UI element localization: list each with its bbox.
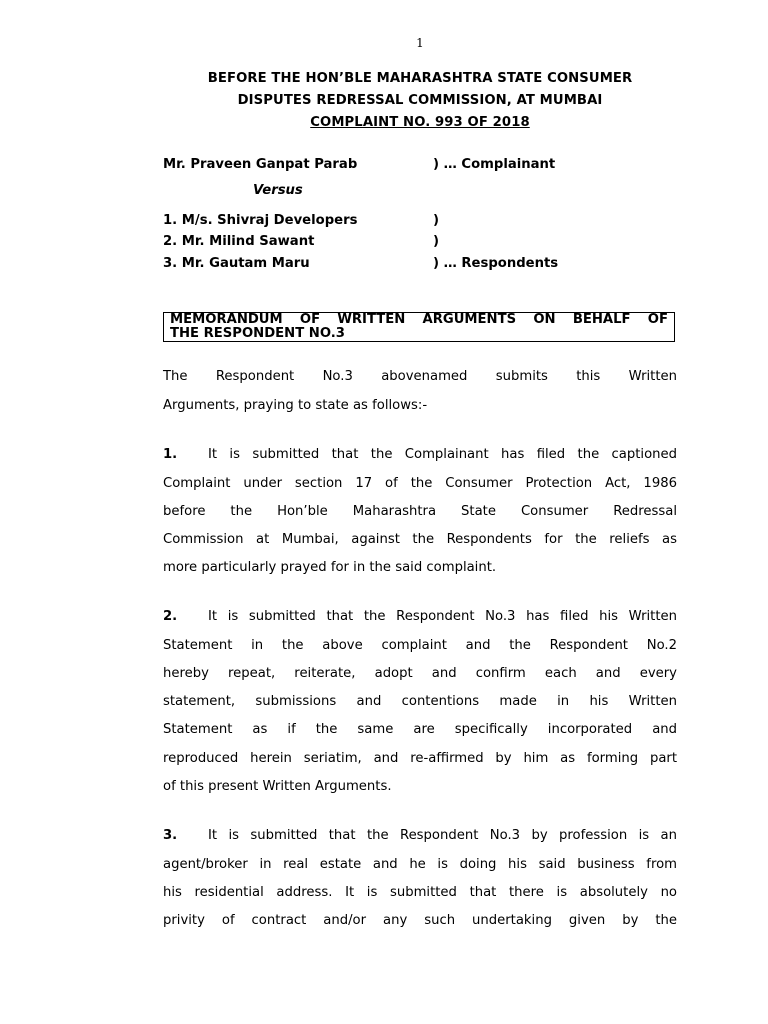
paragraph-text: It is submitted that the Complainant has filed the captioned: [208, 447, 677, 462]
paragraph-2-first-line: [163, 608, 677, 626]
paragraph-number: 1.: [163, 447, 178, 462]
complainant-role: ) … Complainant: [433, 157, 556, 172]
paragraph-number: 3.: [163, 828, 178, 843]
paragraph-1-line: Complaint under section 17 of the Consumer Protection Act, 1986: [163, 476, 677, 491]
respondent-1-role: ): [433, 213, 440, 228]
paragraph-2-line: hereby repeat, reiterate, adopt and confirm each and every: [163, 666, 677, 681]
paragraph-1-line: before the Hon’ble Maharashtra State Consumer Redressal: [163, 504, 677, 519]
heading-line-2: DISPUTES REDRESSAL COMMISSION, AT MUMBAI: [237, 93, 603, 108]
memorandum-title-line-2: THE RESPONDENT NO.3: [170, 326, 345, 341]
paragraph-2-line: Statement as if the same are specifically incorporated and: [163, 722, 677, 737]
respondent-1-name: 1. M/s. Shivraj Developers: [163, 213, 358, 228]
memorandum-title-line-1: MEMORANDUM OF WRITTEN ARGUMENTS ON BEHALF OF: [170, 312, 668, 327]
paragraph-1-line: Commission at Mumbai, against the Respondents for the reliefs as: [163, 532, 677, 547]
paragraph-2-line: of this present Written Arguments.: [163, 779, 392, 794]
paragraph-3-line: privity of contract and/or any such undertaking given by the: [163, 913, 677, 928]
versus-label: Versus: [253, 183, 303, 198]
paragraph-3-first-line: [163, 827, 677, 845]
respondent-3-name: 3. Mr. Gautam Maru: [163, 256, 310, 271]
page-number: 1: [416, 36, 424, 50]
complaint-number: COMPLAINT NO. 993 OF 2018: [310, 115, 530, 130]
paragraph-2-line: reproduced herein seriatim, and re-affirmed by him as forming part: [163, 751, 677, 766]
paragraph-1-line: more particularly prayed for in the said complaint.: [163, 560, 497, 575]
paragraph-text: It is submitted that the Respondent No.3 has filed his Written: [208, 609, 677, 624]
paragraph-text: It is submitted that the Respondent No.3 by profession is an: [208, 828, 677, 843]
complainant-name: Mr. Praveen Ganpat Parab: [163, 157, 358, 172]
paragraph-3-line: agent/broker in real estate and he is doing his said business from: [163, 857, 677, 872]
paragraph-1-first-line: [163, 446, 677, 464]
paragraph-2-line: Statement in the above complaint and the Respondent No.2: [163, 638, 677, 653]
paragraph-number: 2.: [163, 609, 178, 624]
memorandum-title-box: [163, 312, 675, 342]
respondent-2-role: ): [433, 234, 440, 249]
paragraph-3-line: his residential address. It is submitted that there is absolutely no: [163, 885, 677, 900]
intro-line: Arguments, praying to state as follows:-: [163, 398, 428, 413]
complaint-number-heading: [163, 112, 677, 134]
respondent-3-role: ) … Respondents: [433, 256, 559, 271]
respondent-2-name: 2. Mr. Milind Sawant: [163, 234, 315, 249]
heading-line-1: BEFORE THE HON’BLE MAHARASHTRA STATE CONSUMER: [207, 71, 633, 86]
paragraph-2-line: statement, submissions and contentions made in his Written: [163, 694, 677, 709]
intro-line: The Respondent No.3 abovenamed submits this Written: [163, 369, 677, 384]
